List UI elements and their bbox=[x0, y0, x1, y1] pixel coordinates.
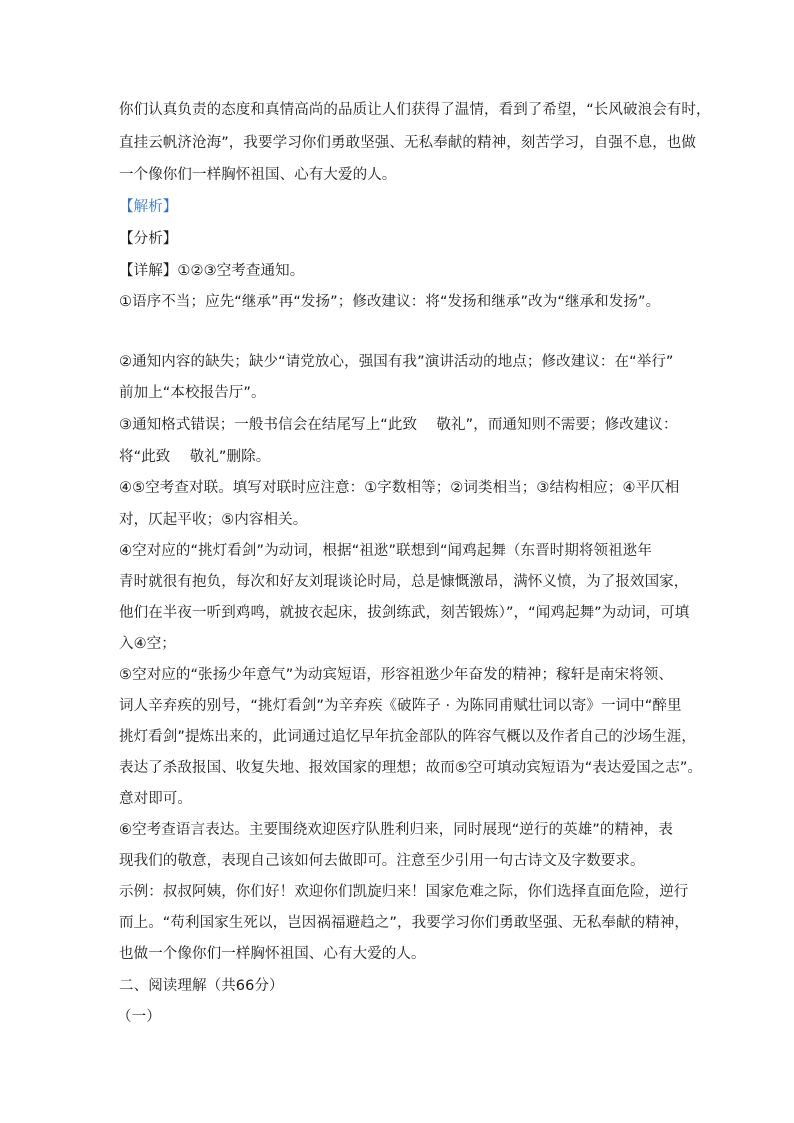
detail-line: ④空对应的“挑灯看剑”为动词，根据“祖逖”联想到“闻鸡起舞（东晋时期将领祖逖年 bbox=[119, 543, 652, 559]
detail-line: ①语序不当；应先“继承”再“发扬”；修改建议：将“发扬和继承”改为“继承和发扬”。 bbox=[119, 294, 661, 310]
fenxi-label: 【分析】 bbox=[119, 231, 178, 247]
detail-line: ⑤空对应的“张扬少年意气”为动宾短语，形容祖逖少年奋发的精神；稼轩是南宋将领、 bbox=[119, 667, 673, 683]
intro-line-1: 你们认真负责的态度和真情高尚的品质让人们获得了温情，看到了希望，“长风破浪会有时， bbox=[119, 102, 711, 118]
detail-line: ③通知格式错误；一般书信会在结尾写上“此致 敬礼”，而通知则不需要；修改建议： bbox=[119, 417, 678, 433]
detail-line: 现我们的敬意，表现自己该如何去做即可。注意至少引用一句古诗文及字数要求。 bbox=[119, 853, 645, 869]
detail-line: 也做一个像你们一样胸怀祖国、心有大爱的人。 bbox=[119, 946, 426, 962]
detail-line: 表达了杀敌报国、收复失地、报效国家的理想；故而⑤空可填动宾短语为“表达爱国之志”。 bbox=[119, 760, 703, 776]
detail-line: 入④空； bbox=[119, 636, 176, 652]
detail-line: ⑥空考查语言表达。主要围绕欢迎医疗队胜利归来，同时展现“逆行的英雄”的精神，表 bbox=[119, 822, 673, 838]
subsection-title: （一） bbox=[117, 1009, 161, 1025]
detail-line: 青时就很有抱负，每次和好友刘琨谈论时局，总是慷慨激昂，满怀义愤，为了报效国家， bbox=[119, 574, 689, 590]
detail-line: 而上。“苟利国家生死以，岂因祸福避趋之”，我要学习你们勇敢坚强、无私奉献的精神， bbox=[119, 915, 690, 931]
jiexi-label: 【解析】 bbox=[119, 199, 178, 215]
detail-line: 意对即可。 bbox=[119, 791, 192, 807]
intro-line-2: 直挂云帆济沧海”，我要学习你们勇敢坚强、无私奉献的精神，刻苦学习，自强不息，也做 bbox=[119, 135, 697, 151]
intro-line-3: 一个像你们一样胸怀祖国、心有大爱的人。 bbox=[119, 167, 397, 183]
detail-line: 他们在半夜一听到鸡鸣，就披衣起床，拔剑练武，刻苦锻炼）”，“闻鸡起舞”为动词，可填 bbox=[119, 605, 690, 621]
detail-line: 【详解】①②③空考查通知。 bbox=[119, 263, 305, 279]
detail-line: 挑灯看剑”提炼出来的，此词通过追忆早年抗金部队的阵容气概以及作者自己的沙场生涯， bbox=[119, 729, 697, 745]
detail-line: 词人辛弃疾的别号，“挑灯看剑”为辛弃疾《破阵子 · 为陈同甫赋壮词以寄》一词中“醉里 bbox=[119, 698, 682, 714]
detail-line: 对，仄起平收；⑤内容相关。 bbox=[119, 512, 308, 528]
detail-line: 示例：叔叔阿姨，你们好！欢迎你们凯旋归来！国家危难之际，你们选择直面危险，逆行 bbox=[119, 884, 689, 900]
section-title: 二、阅读理解（共66分） bbox=[119, 978, 284, 994]
detail-line: ④⑤空考查对联。填写对联时应注意：①字数相等；②词类相当；③结构相应；④平仄相 bbox=[119, 480, 680, 496]
detail-line: ②通知内容的缺失；缺少“请党放心，强国有我”演讲活动的地点；修改建议：在“举行” bbox=[119, 354, 674, 370]
detail-line: 前加上“本校报告厅”。 bbox=[119, 385, 266, 401]
detail-line: 将“此致 敬礼”删除。 bbox=[119, 449, 271, 465]
